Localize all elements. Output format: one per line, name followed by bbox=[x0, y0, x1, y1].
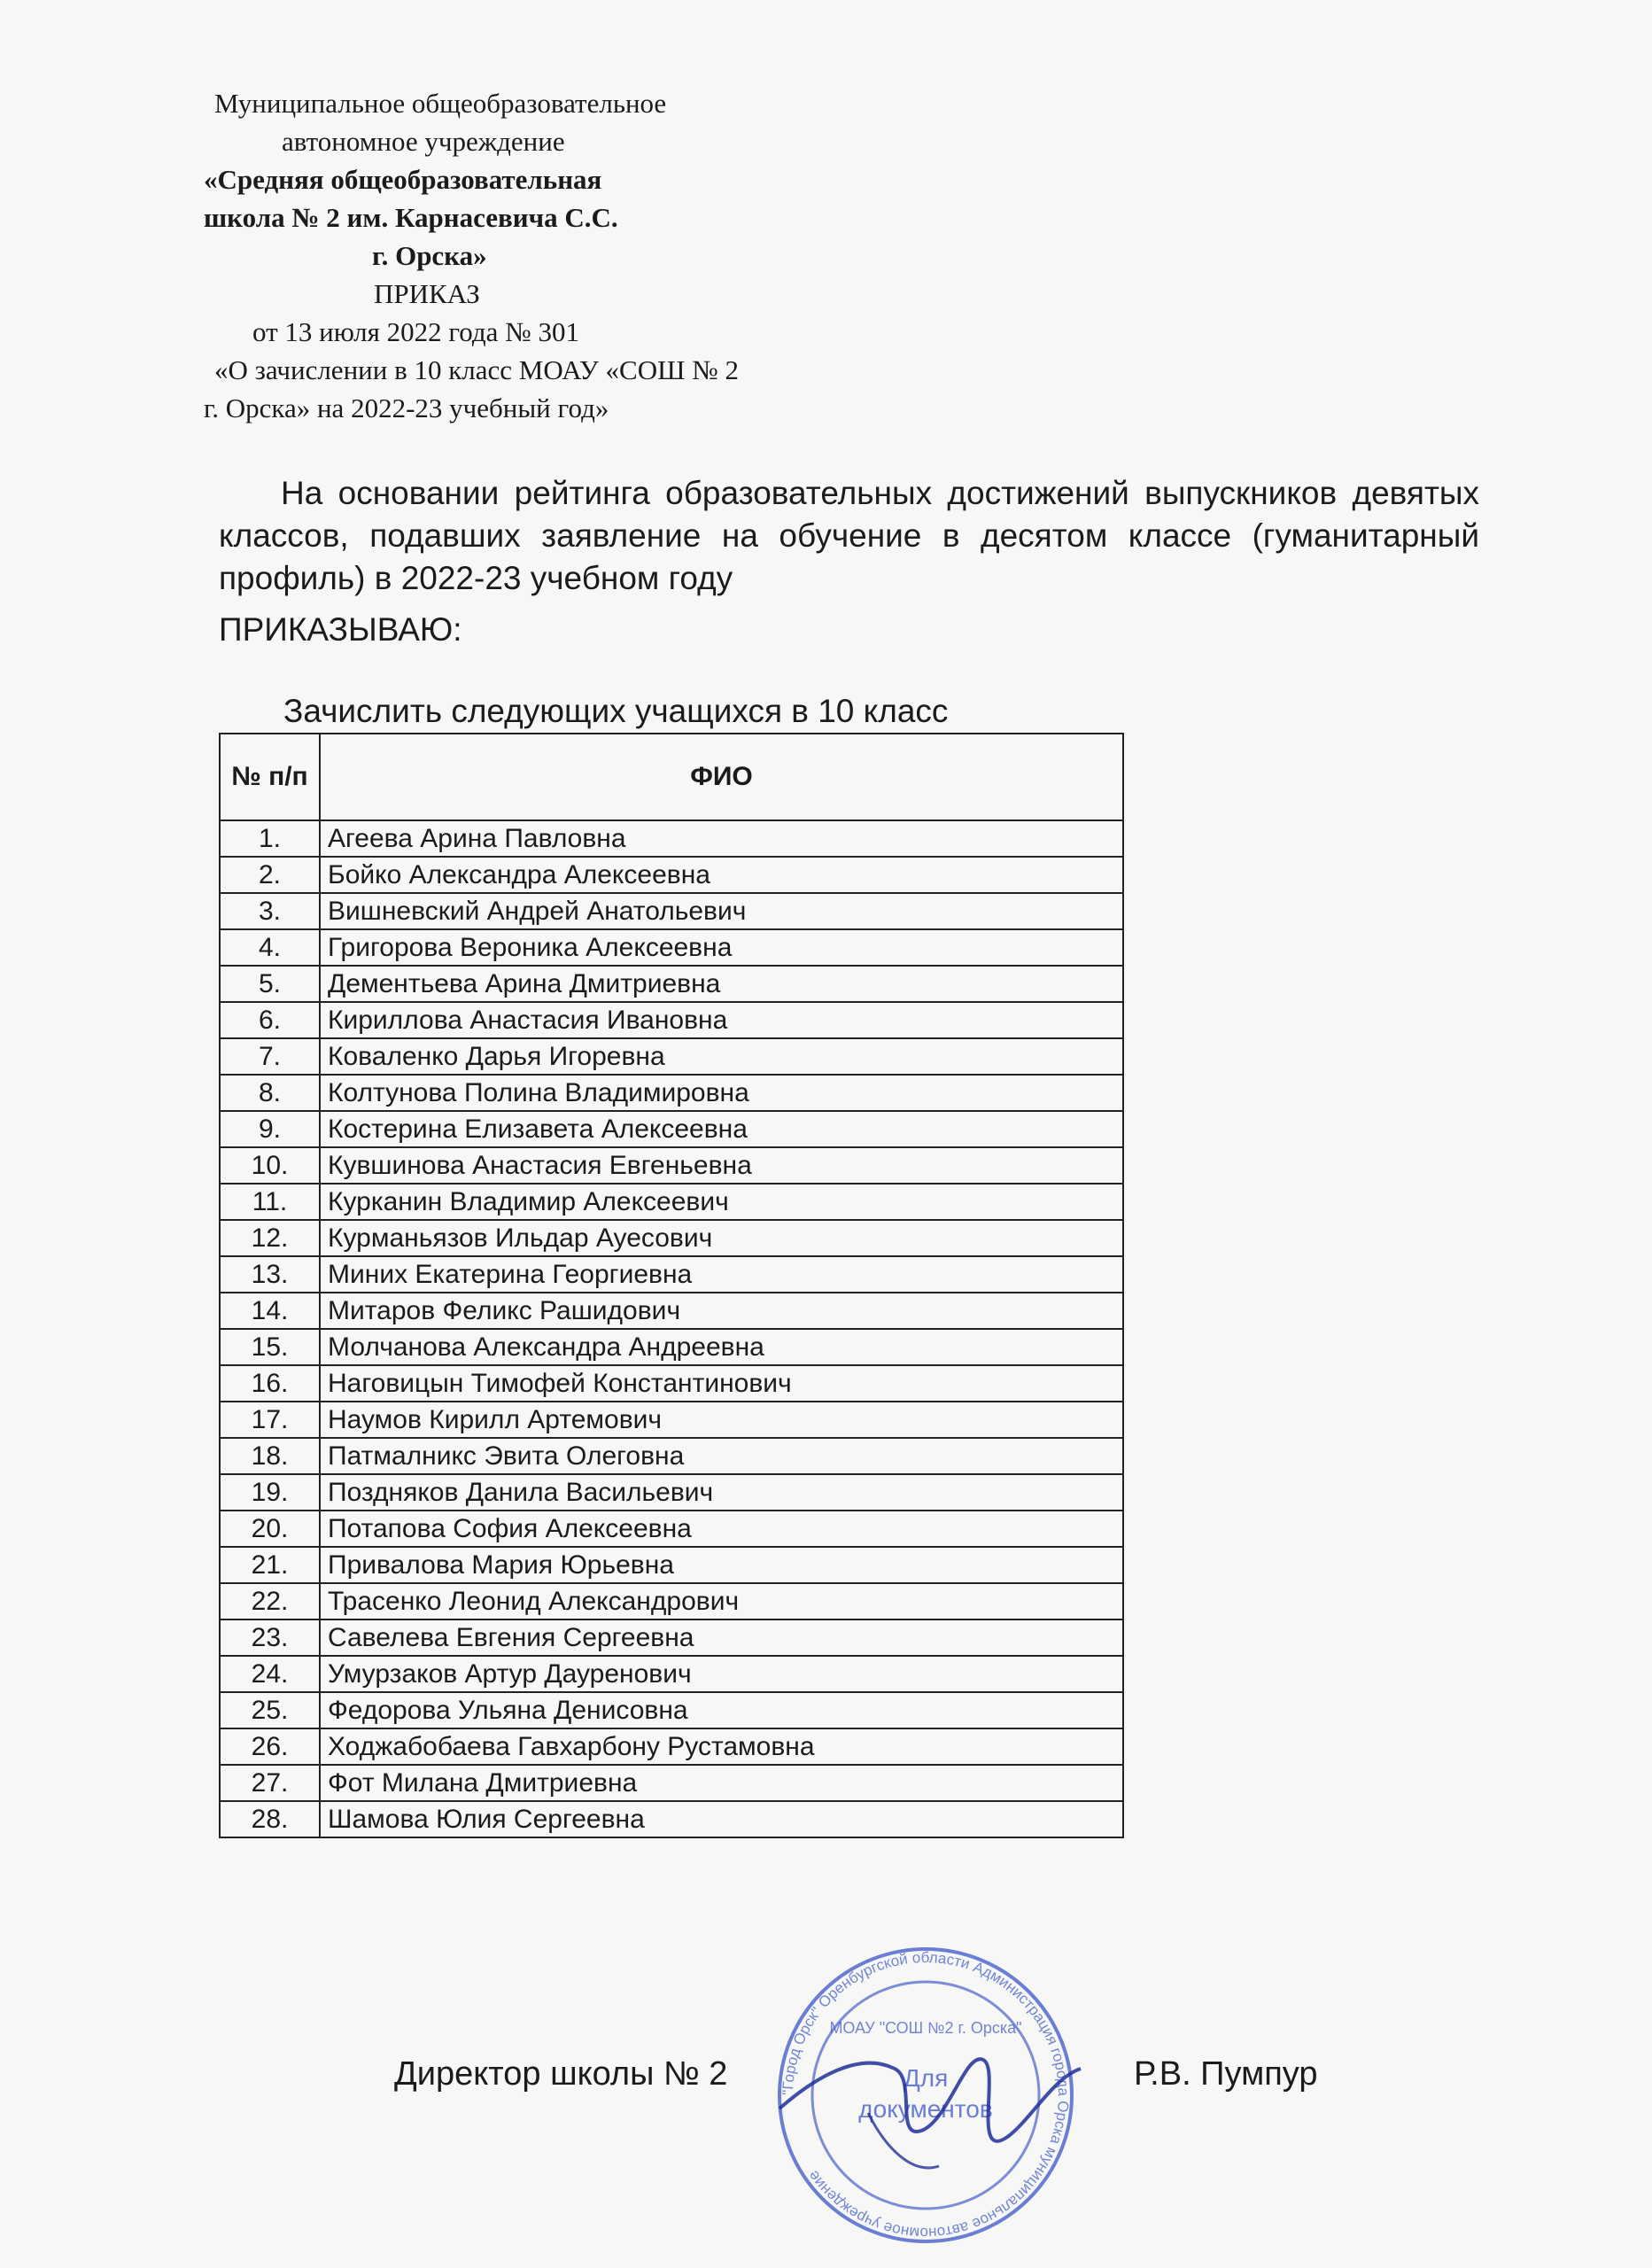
table-row bbox=[220, 1147, 1123, 1184]
document-type: ПРИКАЗ bbox=[374, 278, 480, 309]
table-row bbox=[220, 820, 1123, 857]
row-number: 2. bbox=[220, 857, 320, 893]
order-basis-paragraph bbox=[219, 472, 1479, 600]
org-name-line1: Муниципальное общеобразовательное bbox=[214, 88, 667, 119]
row-number: 16. bbox=[220, 1365, 320, 1402]
student-name: Миних Екатерина Георгиевна bbox=[320, 1256, 1123, 1293]
table-row bbox=[220, 1075, 1123, 1111]
column-header-number bbox=[220, 734, 320, 820]
table-row bbox=[220, 1547, 1123, 1583]
student-name: Вишневский Андрей Анатольевич bbox=[320, 893, 1123, 929]
row-number: 25. bbox=[220, 1692, 320, 1728]
table-row bbox=[220, 1184, 1123, 1220]
student-name: Савелева Евгения Сергеевна bbox=[320, 1619, 1123, 1656]
document-header bbox=[204, 84, 739, 427]
student-name: Шамова Юлия Сергеевна bbox=[320, 1801, 1123, 1837]
table-row bbox=[220, 1728, 1123, 1765]
stamp-center-line2: документов bbox=[858, 2095, 993, 2123]
student-name: Потапова София Алексеевна bbox=[320, 1511, 1123, 1547]
student-name: Курманьязов Ильдар Ауесович bbox=[320, 1220, 1123, 1256]
student-name: Агеева Арина Павловна bbox=[320, 820, 1123, 857]
table-row bbox=[220, 1365, 1123, 1402]
student-name: Дементьева Арина Дмитриевна bbox=[320, 966, 1123, 1002]
student-name: Коваленко Дарья Игоревна bbox=[320, 1038, 1123, 1075]
student-name: Кувшинова Анастасия Евгеньевна bbox=[320, 1147, 1123, 1184]
table-row bbox=[220, 1293, 1123, 1329]
row-number: 10. bbox=[220, 1147, 320, 1184]
student-name: Костерина Елизавета Алексеевна bbox=[320, 1111, 1123, 1147]
student-name: Колтунова Полина Владимировна bbox=[320, 1075, 1123, 1111]
row-number: 26. bbox=[220, 1728, 320, 1765]
table-row bbox=[220, 1111, 1123, 1147]
table-row bbox=[220, 1220, 1123, 1256]
student-name: Бойко Александра Алексеевна bbox=[320, 857, 1123, 893]
row-number: 5. bbox=[220, 966, 320, 1002]
table-row bbox=[220, 1438, 1123, 1474]
student-name: Наговицын Тимофей Константинович bbox=[320, 1365, 1123, 1402]
table-row bbox=[220, 1038, 1123, 1075]
student-name: Патмалникс Эвита Олеговна bbox=[320, 1438, 1123, 1474]
number-header-text: № п/п bbox=[231, 762, 308, 791]
student-name: Федорова Ульяна Денисовна bbox=[320, 1692, 1123, 1728]
row-number: 22. bbox=[220, 1583, 320, 1619]
table-row bbox=[220, 1692, 1123, 1728]
row-number: 3. bbox=[220, 893, 320, 929]
row-number: 7. bbox=[220, 1038, 320, 1075]
row-number: 24. bbox=[220, 1656, 320, 1692]
table-row bbox=[220, 966, 1123, 1002]
table-row bbox=[220, 1402, 1123, 1438]
row-number: 13. bbox=[220, 1256, 320, 1293]
row-number: 28. bbox=[220, 1801, 320, 1837]
row-number: 17. bbox=[220, 1402, 320, 1438]
row-number: 6. bbox=[220, 1002, 320, 1038]
table-row bbox=[220, 1656, 1123, 1692]
school-stamp bbox=[762, 1945, 1090, 2246]
row-number: 11. bbox=[220, 1184, 320, 1220]
row-number: 20. bbox=[220, 1511, 320, 1547]
table-header-row bbox=[220, 734, 1123, 820]
stamp-center-line1: Для bbox=[903, 2064, 949, 2092]
row-number: 9. bbox=[220, 1111, 320, 1147]
table-row bbox=[220, 1583, 1123, 1619]
row-number: 18. bbox=[220, 1438, 320, 1474]
student-name: Ходжабобаева Гавхарбону Рустамовна bbox=[320, 1728, 1123, 1765]
director-name: Р.В. Пумпур bbox=[1134, 2055, 1318, 2093]
student-name: Кириллова Анастасия Ивановна bbox=[320, 1002, 1123, 1038]
table-body bbox=[220, 820, 1123, 1837]
school-city: г. Орска» bbox=[372, 240, 487, 271]
order-subject-line1: «О зачислении в 10 класс МОАУ «СОШ № 2 bbox=[214, 354, 739, 385]
row-number: 14. bbox=[220, 1293, 320, 1329]
student-name: Привалова Мария Юрьевна bbox=[320, 1547, 1123, 1583]
table-row bbox=[220, 1765, 1123, 1801]
table-row bbox=[220, 1474, 1123, 1511]
table-row bbox=[220, 1511, 1123, 1547]
table-row bbox=[220, 1002, 1123, 1038]
student-name: Григорова Вероника Алексеевна bbox=[320, 929, 1123, 966]
student-name: Фот Милана Дмитриевна bbox=[320, 1765, 1123, 1801]
school-name-line2: школа № 2 им. Карнасевича С.С. bbox=[204, 202, 618, 233]
student-name: Трасенко Леонид Александрович bbox=[320, 1583, 1123, 1619]
column-header-name: ФИО bbox=[320, 734, 1123, 820]
row-number: 27. bbox=[220, 1765, 320, 1801]
order-word: ПРИКАЗЫВАЮ: bbox=[219, 611, 462, 648]
table-row bbox=[220, 1256, 1123, 1293]
row-number: 23. bbox=[220, 1619, 320, 1656]
basis-text: На основании рейтинга образовательных достижений выпускников девятых классов, подавших заявление на обучение в десятом классе (гуманитарный профиль) в 2022-23 учебном году bbox=[219, 475, 1479, 596]
row-number: 19. bbox=[220, 1474, 320, 1511]
school-name-line1: «Средняя общеобразовательная bbox=[204, 164, 602, 195]
stamp-school-text: МОАУ "СОШ №2 г. Орска" bbox=[829, 2019, 1022, 2037]
row-number: 15. bbox=[220, 1329, 320, 1365]
order-subject-line2: г. Орска» на 2022-23 учебный год» bbox=[204, 392, 609, 423]
students-table bbox=[219, 733, 1124, 1838]
row-number: 8. bbox=[220, 1075, 320, 1111]
org-name-line2: автономное учреждение bbox=[282, 126, 565, 157]
row-number: 4. bbox=[220, 929, 320, 966]
student-name: Митаров Феликс Рашидович bbox=[320, 1293, 1123, 1329]
table-row bbox=[220, 1801, 1123, 1837]
stamp-ring-text: "Город Орск" Оренбургской области Администрация города Орска муниципальное автономное учреждение bbox=[779, 1948, 1073, 2242]
student-name: Наумов Кирилл Артемович bbox=[320, 1402, 1123, 1438]
table-row bbox=[220, 893, 1123, 929]
student-name: Поздняков Данила Васильевич bbox=[320, 1474, 1123, 1511]
table-row bbox=[220, 1329, 1123, 1365]
table-row bbox=[220, 1619, 1123, 1656]
table-row bbox=[220, 857, 1123, 893]
table-row bbox=[220, 929, 1123, 966]
row-number: 1. bbox=[220, 820, 320, 857]
row-number: 21. bbox=[220, 1547, 320, 1583]
student-name: Умурзаков Артур Дауренович bbox=[320, 1656, 1123, 1692]
enroll-instruction: Зачислить следующих учащихся в 10 класс bbox=[283, 693, 949, 729]
student-name: Курканин Владимир Алексеевич bbox=[320, 1184, 1123, 1220]
row-number: 12. bbox=[220, 1220, 320, 1256]
student-name: Молчанова Александра Андреевна bbox=[320, 1329, 1123, 1365]
order-date-number: от 13 июля 2022 года № 301 bbox=[252, 316, 580, 347]
director-title: Директор школы № 2 bbox=[394, 2055, 728, 2093]
